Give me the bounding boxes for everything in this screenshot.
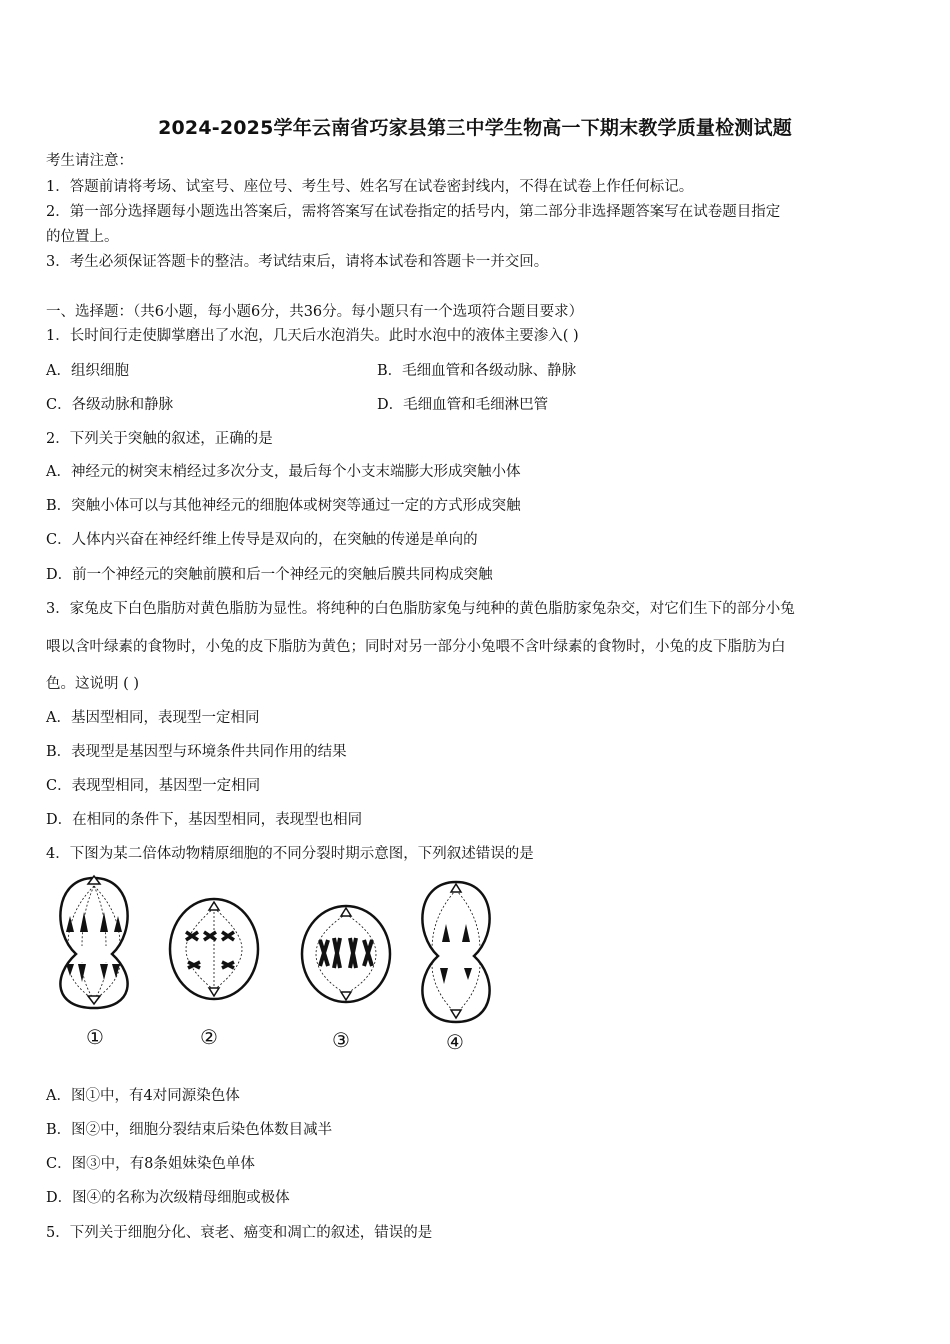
cell-3-diagram <box>302 906 390 1002</box>
question-3-option-a: A．基因型相同，表现型一定相同 <box>46 710 260 726</box>
notice-item-2-cont: 的位置上。 <box>46 229 119 245</box>
question-2-option-b: B．突触小体可以与其他神经元的细胞体或树突等通过一定的方式形成突触 <box>46 498 521 514</box>
question-4-option-d: D．图④的名称为次级精母细胞或极体 <box>46 1190 290 1206</box>
question-1-stem: 1．长时间行走使脚掌磨出了水泡，几天后水泡消失。此时水泡中的液体主要渗入( ) <box>46 328 579 344</box>
question-3-option-d: D．在相同的条件下，基因型相同，表现型也相同 <box>46 812 363 828</box>
question-1-option-b: B．毛细血管和各级动脉、静脉 <box>377 363 577 379</box>
question-2-option-c: C．人体内兴奋在神经纤维上传导是双向的，在突触的传递是单向的 <box>46 532 478 548</box>
figure-label-2: ② <box>200 1025 218 1049</box>
question-3-stem-line-1: 3．家兔皮下白色脂肪对黄色脂肪为显性。将纯种的白色脂肪家兔与纯种的黄色脂肪家兔杂交，对它们生下的部分小兔 <box>46 601 795 617</box>
figure-label-3: ③ <box>332 1028 350 1052</box>
cell-division-figure <box>46 872 516 1057</box>
question-1-option-c: C．各级动脉和静脉 <box>46 397 174 413</box>
question-5-stem: 5．下列关于细胞分化、衰老、癌变和凋亡的叙述，错误的是 <box>46 1225 433 1241</box>
section-heading: 一、选择题：（共6小题，每小题6分，共36分。每小题只有一个选项符合题目要求） <box>46 304 584 320</box>
question-4-option-c: C．图③中，有8条姐妹染色单体 <box>46 1156 255 1172</box>
question-4-stem: 4．下图为某二倍体动物精原细胞的不同分裂时期示意图，下列叙述错误的是 <box>46 846 534 862</box>
question-3-stem-line-2: 喂以含叶绿素的食物时，小兔的皮下脂肪为黄色；同时对另一部分小兔喂不含叶绿素的食物时，小兔的皮下脂肪为白 <box>46 639 786 655</box>
notice-item-1: 1．答题前请将考场、试室号、座位号、考生号、姓名写在试卷密封线内，不得在试卷上作任何标记。 <box>46 179 694 195</box>
notice-heading: 考生请注意： <box>46 153 133 169</box>
question-3-option-b: B．表现型是基因型与环境条件共同作用的结果 <box>46 744 347 760</box>
question-3-option-c: C．表现型相同，基因型一定相同 <box>46 778 261 794</box>
notice-item-3: 3．考生必须保证答题卡的整洁。考试结束后，请将本试卷和答题卡一并交回。 <box>46 254 549 270</box>
question-4-option-b: B．图②中，细胞分裂结束后染色体数目减半 <box>46 1122 333 1138</box>
question-3-stem-line-3: 色。这说明 ( ) <box>46 676 140 692</box>
figure-label-4: ④ <box>446 1030 464 1054</box>
question-2-option-a: A．神经元的树突末梢经过多次分支，最后每个小支末端膨大形成突触小体 <box>46 464 521 480</box>
cell-4-diagram <box>422 882 489 1022</box>
cell-2-diagram <box>170 899 258 999</box>
notice-item-2: 2．第一部分选择题每小题选出答案后，需将答案写在试卷指定的括号内，第二部分非选择题答案写在试卷题目指定 <box>46 204 781 220</box>
question-2-option-d: D．前一个神经元的突触前膜和后一个神经元的突触后膜共同构成突触 <box>46 567 493 583</box>
question-1-option-d: D．毛细血管和毛细淋巴管 <box>377 397 549 413</box>
figure-label-1: ① <box>86 1025 104 1049</box>
question-2-stem: 2．下列关于突触的叙述，正确的是 <box>46 431 273 447</box>
question-1-option-a: A．组织细胞 <box>46 363 129 379</box>
page-title: 2024-2025学年云南省巧家县第三中学生物高一下期末教学质量检测试题 <box>158 117 792 139</box>
question-4-option-a: A．图①中，有4对同源染色体 <box>46 1088 240 1104</box>
cell-1-diagram <box>60 876 127 1008</box>
